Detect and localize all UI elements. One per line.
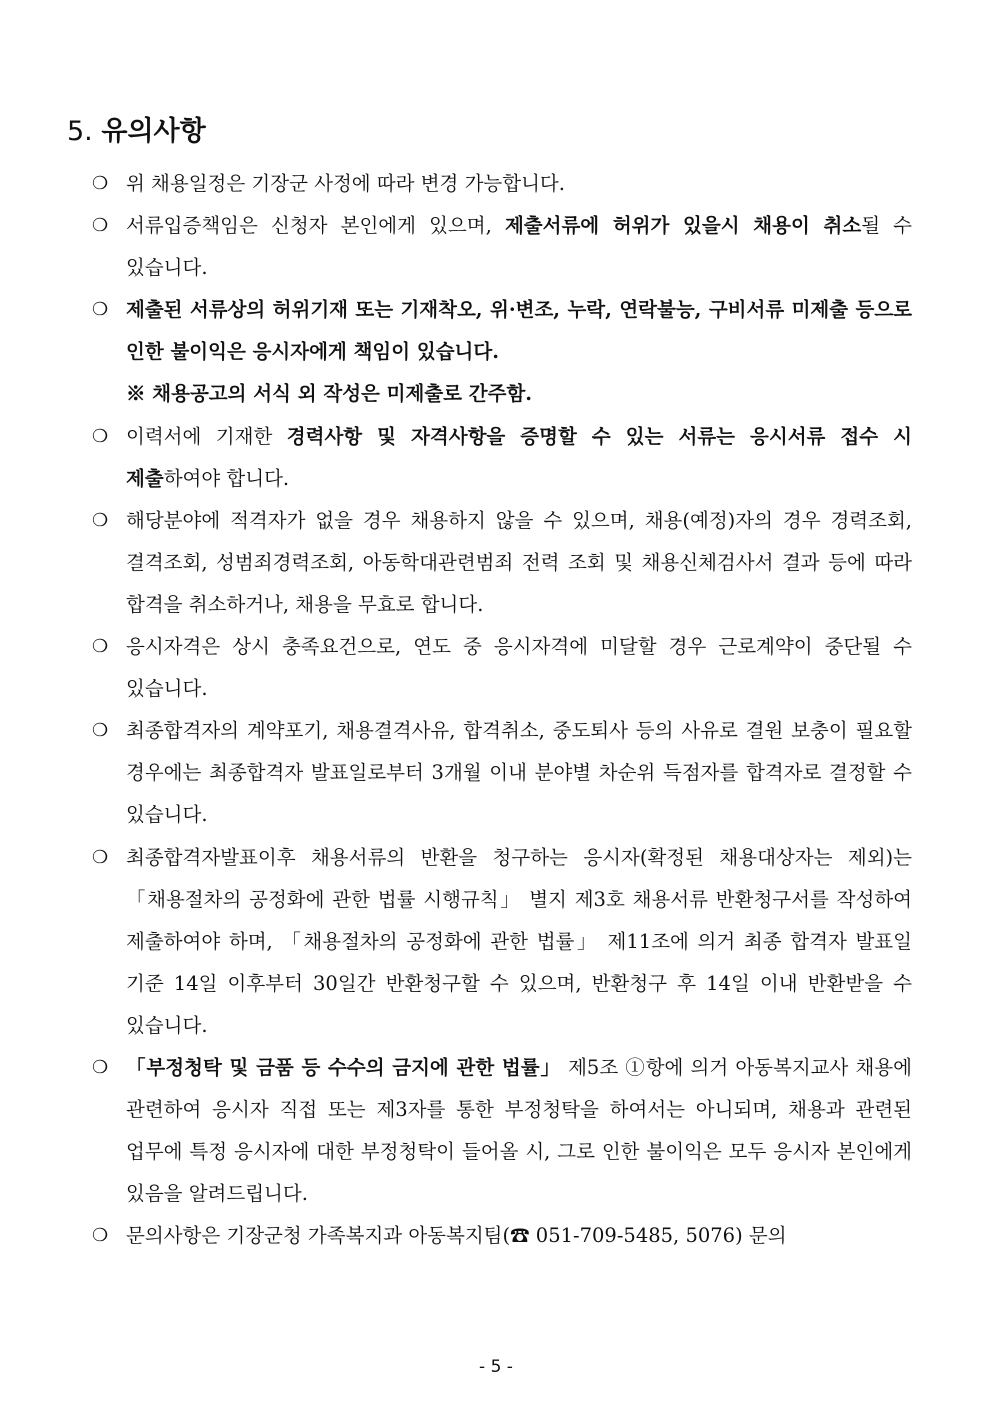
bullet-circle-icon: ❍: [92, 1056, 109, 1078]
item-text: 제출된 서류상의 허위기재 또는 기재착오, 위·변조, 누락, 연락불능, 구비서류 미제출 등으로 인한 불이익은 응시자에게 책임이 있습니다. ※ 채용공고의 서식 외 작성은 미제출로 간주함.: [126, 289, 912, 415]
item-text: 응시자격은 상시 충족요건으로, 연도 중 응시자격에 미달할 경우 근로계약이 중단될 수 있습니다.: [126, 635, 912, 701]
bullet-circle-icon: ❍: [92, 215, 109, 237]
page-number: - 5 -: [479, 1357, 513, 1377]
list-item: [92, 500, 912, 626]
item-text: 최종합격자발표이후 채용서류의 반환을 청구하는 응시자(확정된 채용대상자는 제외)는 「채용절차의 공정화에 관한 법률 시행규칙」 별지 제3호 채용서류 반환청구서를 작성하여 제출하여야 하며, 「채용절차의 공정화에 관한 법률」 제11조에 의거 최종 합격자 발표일 기준 14일 이후부터 30일간 반환청구할 수 있으며, 반환청구 후 14일 이내 반환받을 수 있습니다.: [126, 845, 912, 1037]
list-item: [92, 416, 912, 500]
item-text: 「부정청탁 및 금품 등 수수의 금지에 관한 법률」 제5조 ①항에 의거 아동복지교사 채용에 관련하여 응시자 직접 또는 제3자를 통한 부정청탁을 하여서는 아니되며, 채용과 관련된 업무에 특정 응시자에 대한 부정청탁이 들어올 시, 그로 인한 불이익은 모두 응시자 본인에게 있음을 알려드립니다.: [126, 1055, 912, 1206]
list-item: [92, 710, 912, 836]
section-number: 5.: [67, 116, 93, 147]
item-text: 위 채용일정은 기장군 사정에 따라 변경 가능합니다.: [126, 172, 565, 195]
item-text: 서류입증책임은 신청자 본인에게 있으며, 제출서류에 허위가 있을시 채용이 취소될 수 있습니다.: [126, 214, 912, 280]
section-heading: [67, 112, 206, 152]
bullet-circle-icon: ❍: [92, 846, 109, 868]
note-text: ※ 채용공고의 서식 외 작성은 미제출로 간주함.: [126, 382, 533, 406]
bullet-circle-icon: ❍: [92, 1225, 109, 1247]
item-text: 문의사항은 기장군청 가족복지과 아동복지팀(☎ 051-709-5485, 5076) 문의: [126, 1224, 787, 1248]
item-text: 최종합격자의 계약포기, 채용결격사유, 합격취소, 중도퇴사 등의 사유로 결원 보충이 필요할 경우에는 최종합격자 발표일로부터 3개월 이내 분야별 차순위 득점자를 합격자로 결정할 수 있습니다.: [126, 719, 912, 827]
bullet-circle-icon: ❍: [92, 509, 109, 531]
bullet-circle-icon: ❍: [92, 720, 109, 742]
bullet-circle-icon: ❍: [92, 636, 109, 658]
list-item: [92, 1047, 912, 1215]
notice-list: [92, 163, 912, 1257]
list-item: [92, 1215, 912, 1257]
bullet-circle-icon: ❍: [92, 425, 109, 447]
list-item: [92, 289, 912, 415]
list-item: [92, 837, 912, 1047]
bullet-circle-icon: ❍: [92, 299, 109, 321]
bullet-circle-icon: ❍: [92, 173, 109, 194]
list-item: [92, 163, 912, 205]
item-text: 해당분야에 적격자가 없을 경우 채용하지 않을 수 있으며, 채용(예정)자의 경우 경력조회, 결격조회, 성범죄경력조회, 아동학대관련범죄 전력 조회 및 채용신체검사서 결과 등에 따라 합격을 취소하거나, 채용을 무효로 합니다.: [126, 508, 912, 616]
section-title: 유의사항: [101, 116, 206, 147]
list-item: [92, 205, 912, 289]
item-text: 이력서에 기재한 경력사항 및 자격사항을 증명할 수 있는 서류는 응시서류 접수 시 제출하여야 합니다.: [126, 424, 912, 490]
list-item: [92, 626, 912, 710]
